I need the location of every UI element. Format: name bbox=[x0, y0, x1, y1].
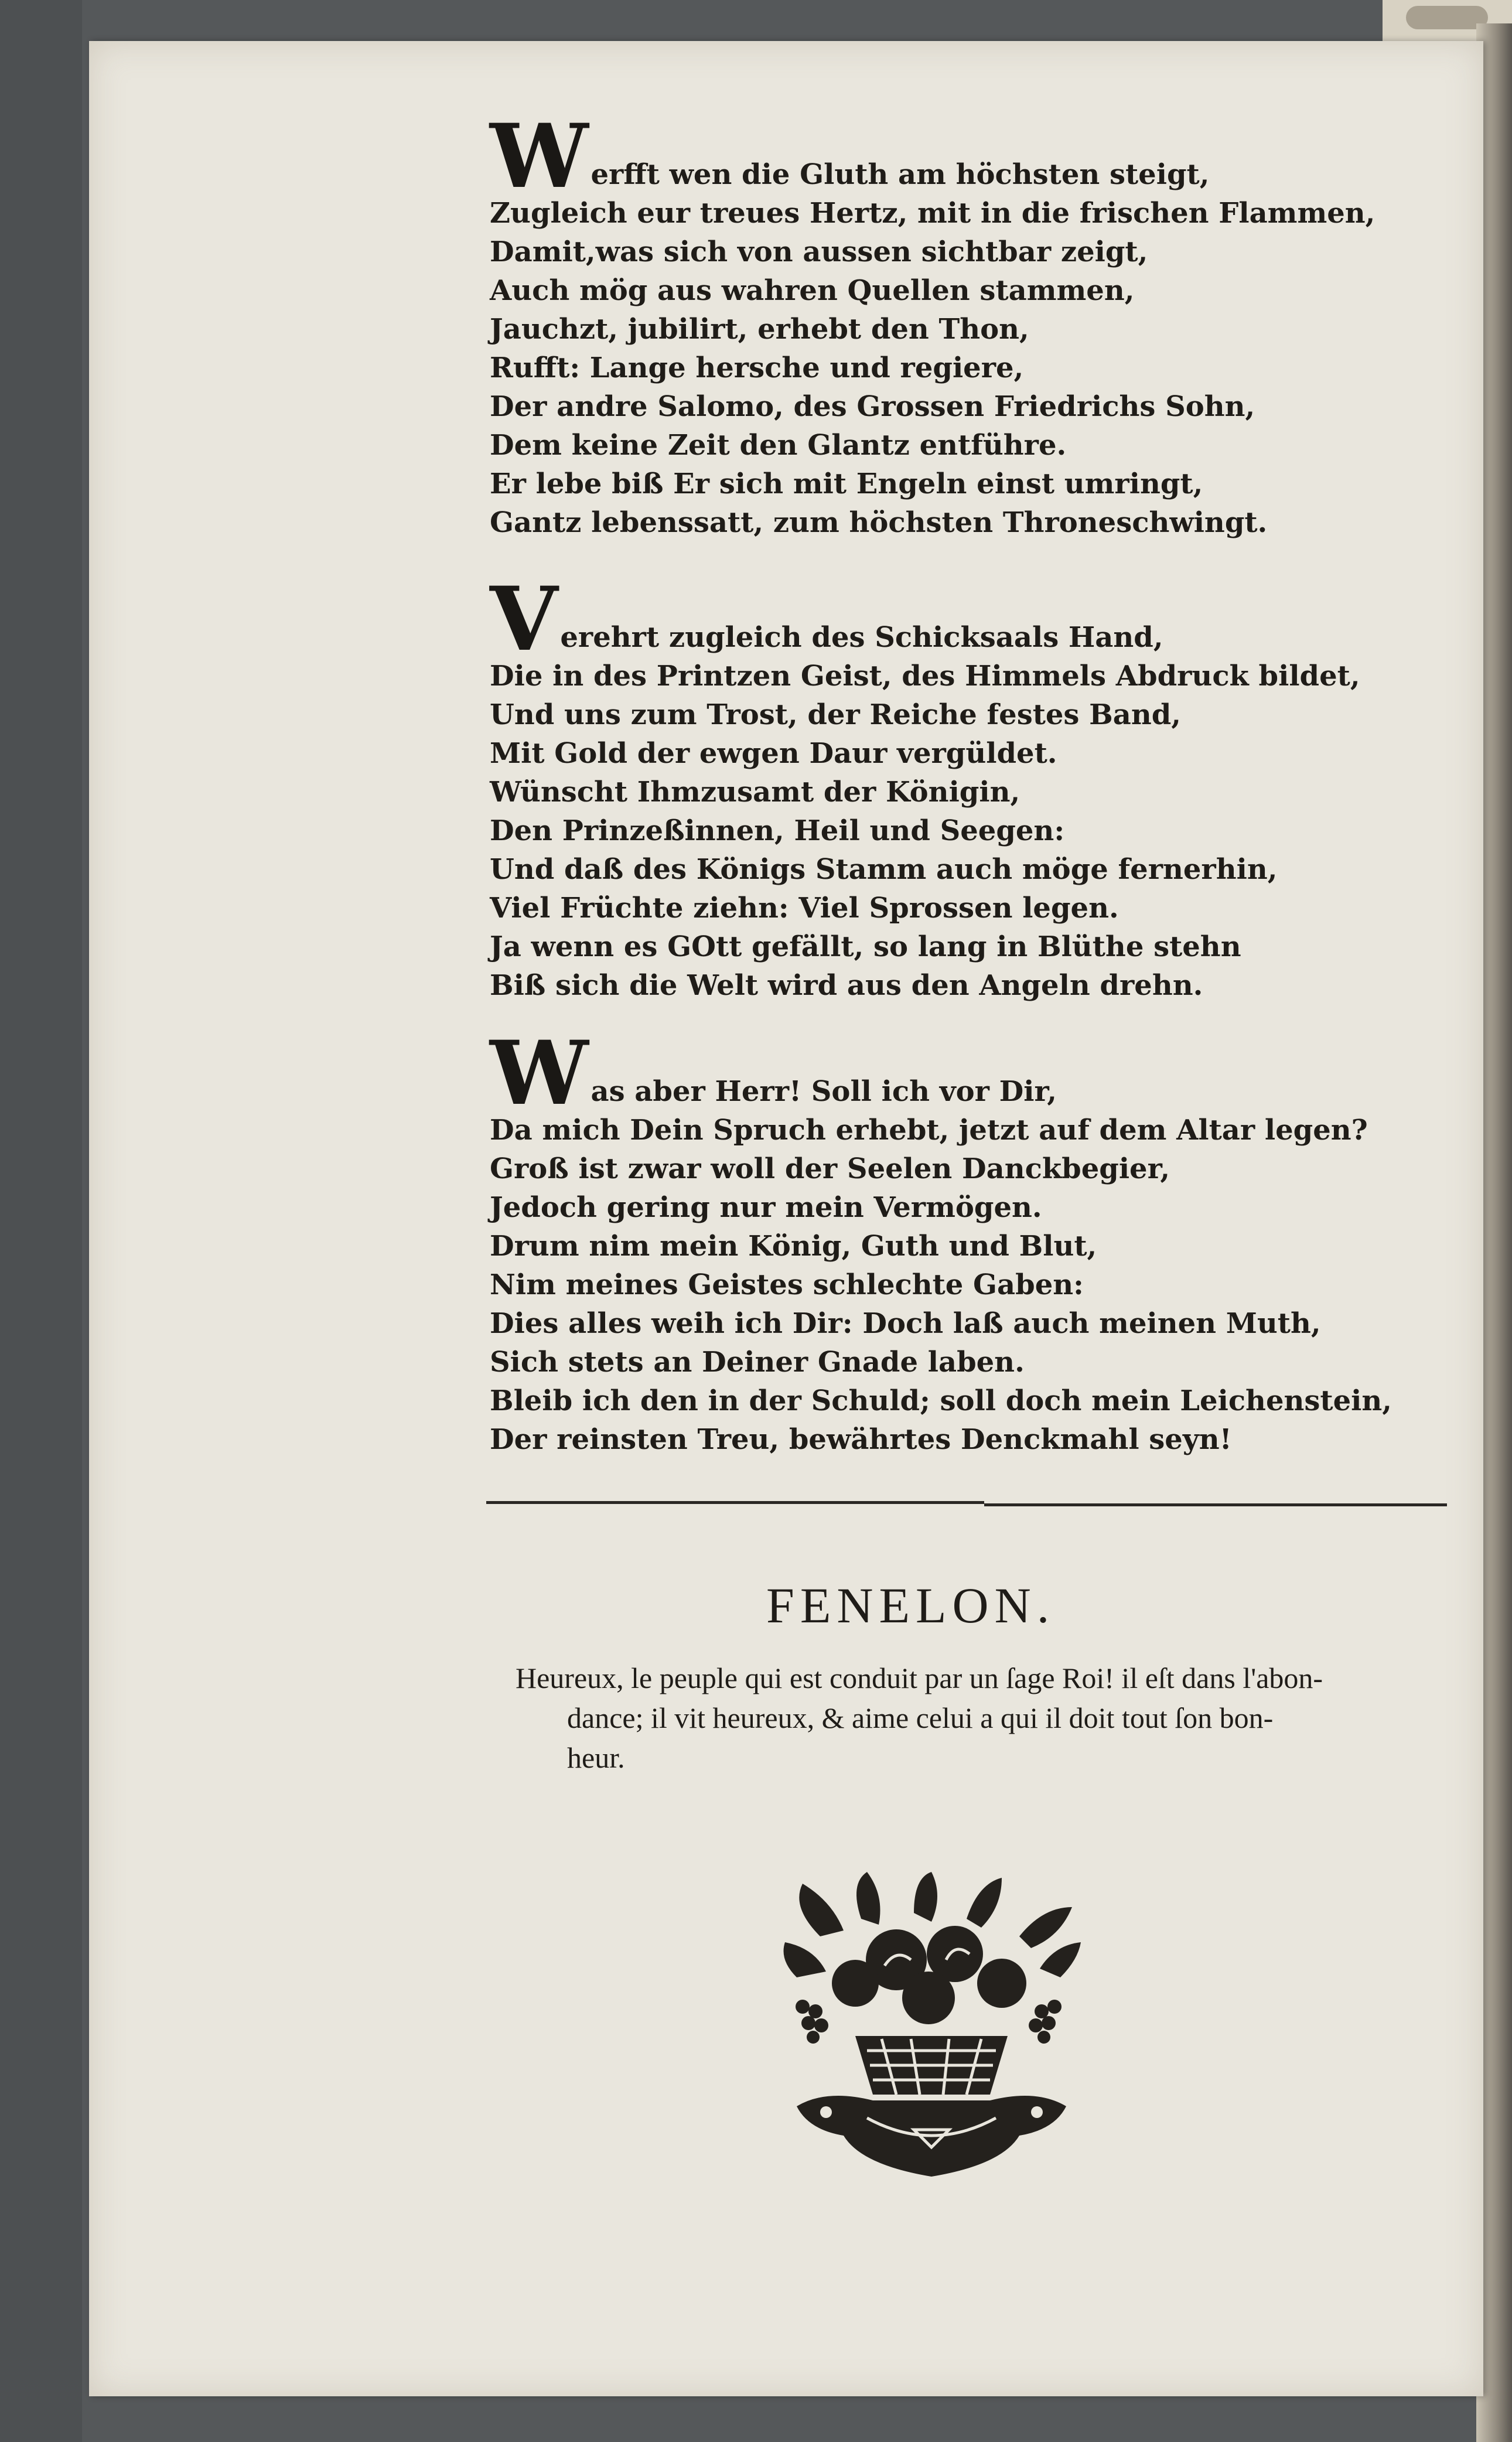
stanza-line: Und uns zum Trost, der Reiche festes Band, bbox=[490, 698, 1182, 731]
stanza-line-text: erehrt zugleich des Schicksaals Hand, bbox=[560, 621, 1163, 654]
stanza-line: Ja wenn es GOtt gefällt, so lang in Blüthe stehn bbox=[490, 930, 1241, 963]
stanza-line: Er lebe biß Er sich mit Engeln einst umringt, bbox=[490, 468, 1203, 500]
stanza-line: Jedoch gering nur mein Vermögen. bbox=[490, 1191, 1042, 1224]
stanza-line: Gantz lebenssatt, zum höchsten Throneschwingt. bbox=[490, 506, 1268, 539]
stanza-1-line-1 bbox=[490, 105, 1474, 208]
fruit-basket-ornament-icon bbox=[779, 1872, 1084, 2188]
stanza-line: Mit Gold der ewgen Daur vergüldet. bbox=[490, 737, 1057, 770]
stanza-line: Sich stets an Deiner Gnade laben. bbox=[490, 1346, 1025, 1379]
stanza-3-line-1 bbox=[490, 1022, 1474, 1125]
stanza-line: Bleib ich den in der Schuld; soll doch mein Leichenstein, bbox=[490, 1384, 1392, 1417]
divider-rule-right bbox=[984, 1503, 1447, 1506]
stanza-line: Nim meines Geistes schlechte Gaben: bbox=[490, 1268, 1084, 1301]
stanza-line: Groß ist zwar woll der Seelen Danckbegier, bbox=[490, 1152, 1170, 1185]
stanza-1 bbox=[490, 105, 1474, 542]
stanza-line: Die in des Printzen Geist, des Himmels Abdruck bildet, bbox=[490, 660, 1360, 693]
stanza-line: Der andre Salomo, des Grossen Friedrichs Sohn, bbox=[490, 390, 1255, 423]
divider-rule-left bbox=[486, 1501, 984, 1504]
drop-cap: V bbox=[490, 568, 558, 671]
stanza-line: Zugleich eur treues Hertz, mit in die frischen Flammen, bbox=[490, 197, 1376, 230]
stanza-line: Auch mög aus wahren Quellen stammen, bbox=[490, 274, 1135, 307]
stanza-line: Biß sich die Welt wird aus den Angeln drehn. bbox=[490, 969, 1203, 1002]
stanza-line: Jauchzt, jubilirt, erhebt den Thon, bbox=[490, 313, 1029, 346]
stanza-line: Der reinsten Treu, bewährtes Denckmahl seyn! bbox=[490, 1423, 1232, 1456]
drop-cap: W bbox=[490, 105, 589, 208]
stanza-line-text: as aber Herr! Soll ich vor Dir, bbox=[591, 1075, 1057, 1108]
stanza-line: Dem keine Zeit den Glantz entführe. bbox=[490, 429, 1067, 462]
drop-cap: W bbox=[490, 1022, 589, 1125]
stanza-2-line-1 bbox=[490, 568, 1474, 671]
stanza-2 bbox=[490, 568, 1474, 1005]
quote-line: dance; il vit heureux, & aime celui a qui il doit tout ſon bon- bbox=[567, 1701, 1274, 1734]
stanza-3 bbox=[490, 1022, 1474, 1459]
stanza-line: Rufft: Lange hersche und regiere, bbox=[490, 352, 1024, 384]
section-heading: FENELON. bbox=[766, 1577, 1056, 1633]
stanza-line: Drum nim mein König, Guth und Blut, bbox=[490, 1230, 1097, 1263]
stanza-line: Wünscht Ihmzusamt der Königin, bbox=[490, 776, 1020, 809]
quote-line: Heureux, le peuple qui est conduit par un ſage Roi! il eſt dans l'abon- bbox=[516, 1662, 1323, 1694]
stanza-line: Viel Früchte ziehn: Viel Sprossen legen. bbox=[490, 892, 1119, 925]
quote-line: heur. bbox=[567, 1741, 625, 1774]
stanza-line: Den Prinzeßinnen, Heil und Seegen: bbox=[490, 814, 1065, 847]
stanza-line-text: erfft wen die Gluth am höchsten steigt, bbox=[591, 158, 1210, 191]
stanza-line: Dies alles weih ich Dir: Doch laß auch meinen Muth, bbox=[490, 1307, 1321, 1340]
scanner-background bbox=[0, 0, 82, 2442]
stanza-line: Damit,was sich von aussen sichtbar zeigt, bbox=[490, 236, 1148, 268]
stanza-line: Und daß des Königs Stamm auch möge fernerhin, bbox=[490, 853, 1278, 886]
stanza-line: Da mich Dein Spruch erhebt, jetzt auf dem Altar legen? bbox=[490, 1114, 1368, 1147]
quote-paragraph bbox=[516, 1658, 1453, 1778]
